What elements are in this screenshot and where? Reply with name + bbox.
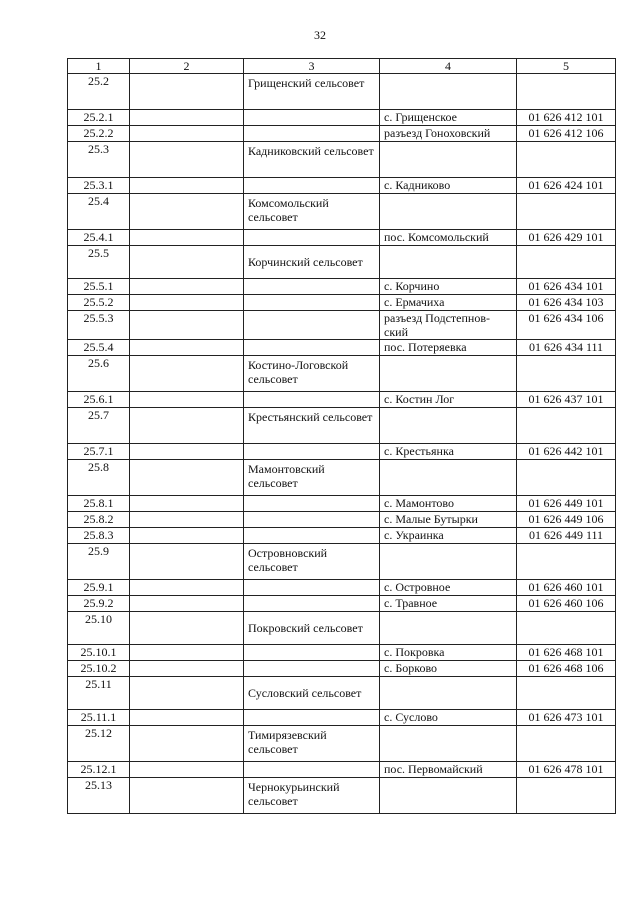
locality-name: с. Мамонтово: [380, 496, 517, 512]
council-name: Кадниковский сельсовет: [244, 142, 380, 178]
locality-name: с. Украинка: [380, 528, 517, 544]
council-name: Тимирязевский сельсовет: [244, 726, 380, 762]
council-name: [244, 230, 380, 246]
okato-code: [517, 74, 616, 110]
council-name: [244, 340, 380, 356]
council-name: [244, 392, 380, 408]
council-name: [244, 110, 380, 126]
table-row: [68, 726, 616, 762]
locality-name: [380, 246, 517, 279]
row-number: 25.12.1: [68, 762, 130, 778]
row-number: 25.5.3: [68, 311, 130, 340]
row-col2: [130, 726, 244, 762]
okato-code: 01 626 468 101: [517, 645, 616, 661]
row-number: 25.8.1: [68, 496, 130, 512]
okato-code: 01 626 468 106: [517, 661, 616, 677]
table-row: [68, 110, 616, 126]
okato-code: 01 626 478 101: [517, 762, 616, 778]
row-col2: [130, 612, 244, 645]
row-number: 25.6: [68, 356, 130, 392]
row-number: 25.7: [68, 408, 130, 444]
table-row: [68, 340, 616, 356]
council-name: [244, 661, 380, 677]
table-row: [68, 544, 616, 580]
row-col2: [130, 246, 244, 279]
locality-name: [380, 142, 517, 178]
locality-name: с. Суслово: [380, 710, 517, 726]
council-name: [244, 496, 380, 512]
table-row: [68, 74, 616, 110]
okato-code: [517, 677, 616, 710]
council-name: [244, 528, 380, 544]
row-col2: [130, 528, 244, 544]
table-row: [68, 392, 616, 408]
row-col2: [130, 645, 244, 661]
table-row: [68, 528, 616, 544]
row-number: 25.9.2: [68, 596, 130, 612]
row-col2: [130, 194, 244, 230]
okato-code: [517, 460, 616, 496]
table-row: [68, 279, 616, 295]
council-name: [244, 596, 380, 612]
row-col2: [130, 661, 244, 677]
council-name: Сусловский сельсовет: [244, 677, 380, 710]
okato-code: 01 626 460 101: [517, 580, 616, 596]
table-row: [68, 230, 616, 246]
row-col2: [130, 596, 244, 612]
okato-code: 01 626 449 106: [517, 512, 616, 528]
okato-code: 01 626 473 101: [517, 710, 616, 726]
row-col2: [130, 677, 244, 710]
table-row: [68, 295, 616, 311]
council-name: [244, 710, 380, 726]
row-col2: [130, 544, 244, 580]
locality-name: разъезд Гоноховский: [380, 126, 517, 142]
row-number: 25.5.4: [68, 340, 130, 356]
table-row: [68, 612, 616, 645]
okato-code: [517, 408, 616, 444]
okato-code: [517, 726, 616, 762]
okato-code: 01 626 434 106: [517, 311, 616, 340]
okato-code: 01 626 449 111: [517, 528, 616, 544]
okato-code: 01 626 449 101: [517, 496, 616, 512]
row-number: 25.9.1: [68, 580, 130, 596]
row-col2: [130, 142, 244, 178]
locality-name: с. Островное: [380, 580, 517, 596]
okato-code: 01 626 412 106: [517, 126, 616, 142]
row-col2: [130, 311, 244, 340]
table-header-row: [68, 59, 616, 74]
okato-code: 01 626 429 101: [517, 230, 616, 246]
row-number: 25.3: [68, 142, 130, 178]
row-number: 25.8.3: [68, 528, 130, 544]
locality-name: пос. Потеряевка: [380, 340, 517, 356]
okato-code: 01 626 434 111: [517, 340, 616, 356]
row-col2: [130, 392, 244, 408]
table-row: [68, 496, 616, 512]
row-number: 25.7.1: [68, 444, 130, 460]
locality-name: разъезд Подстепнов-ский: [380, 311, 517, 340]
locality-name: [380, 778, 517, 814]
row-number: 25.10.2: [68, 661, 130, 677]
locality-name: с. Малые Бутырки: [380, 512, 517, 528]
locality-name: [380, 408, 517, 444]
locality-name: с. Костин Лог: [380, 392, 517, 408]
row-col2: [130, 356, 244, 392]
table-row: [68, 710, 616, 726]
row-number: 25.10: [68, 612, 130, 645]
row-number: 25.2: [68, 74, 130, 110]
row-number: 25.13: [68, 778, 130, 814]
row-col2: [130, 178, 244, 194]
row-number: 25.3.1: [68, 178, 130, 194]
okato-code: 01 626 434 103: [517, 295, 616, 311]
council-name: Мамонтовский сельсовет: [244, 460, 380, 496]
locality-name: [380, 612, 517, 645]
okato-code: 01 626 437 101: [517, 392, 616, 408]
locality-name: пос. Комсомольский: [380, 230, 517, 246]
row-number: 25.4.1: [68, 230, 130, 246]
locality-name: [380, 460, 517, 496]
row-col2: [130, 340, 244, 356]
okato-code: 01 626 460 106: [517, 596, 616, 612]
row-number: 25.9: [68, 544, 130, 580]
locality-name: [380, 544, 517, 580]
registry-table: [67, 58, 616, 814]
row-col2: [130, 408, 244, 444]
row-number: 25.10.1: [68, 645, 130, 661]
locality-name: [380, 677, 517, 710]
council-name: [244, 311, 380, 340]
okato-code: [517, 612, 616, 645]
row-col2: [130, 710, 244, 726]
row-col2: [130, 230, 244, 246]
locality-name: с. Ермачиха: [380, 295, 517, 311]
table-row: [68, 512, 616, 528]
council-name: [244, 178, 380, 194]
table-row: [68, 778, 616, 814]
okato-code: [517, 544, 616, 580]
council-name: [244, 279, 380, 295]
council-name: Крестьянский сельсовет: [244, 408, 380, 444]
council-name: [244, 580, 380, 596]
row-col2: [130, 295, 244, 311]
row-number: 25.11.1: [68, 710, 130, 726]
locality-name: с. Корчино: [380, 279, 517, 295]
row-col2: [130, 110, 244, 126]
council-name: [244, 126, 380, 142]
row-number: 25.5.1: [68, 279, 130, 295]
table-row: [68, 194, 616, 230]
council-name: Островновский сельсовет: [244, 544, 380, 580]
row-number: 25.2.1: [68, 110, 130, 126]
table-row: [68, 311, 616, 340]
table-row: [68, 142, 616, 178]
row-number: 25.8.2: [68, 512, 130, 528]
locality-name: [380, 726, 517, 762]
okato-code: 01 626 434 101: [517, 279, 616, 295]
council-name: Костино-Логовской сельсовет: [244, 356, 380, 392]
column-header-5: 5: [517, 59, 616, 74]
locality-name: с. Покровка: [380, 645, 517, 661]
row-col2: [130, 444, 244, 460]
row-number: 25.4: [68, 194, 130, 230]
row-number: 25.8: [68, 460, 130, 496]
row-col2: [130, 126, 244, 142]
locality-name: с. Травное: [380, 596, 517, 612]
locality-name: пос. Первомайский: [380, 762, 517, 778]
row-number: 25.12: [68, 726, 130, 762]
row-col2: [130, 460, 244, 496]
row-col2: [130, 512, 244, 528]
table-row: [68, 126, 616, 142]
council-name: Покровский сельсовет: [244, 612, 380, 645]
table-row: [68, 645, 616, 661]
table-row: [68, 408, 616, 444]
row-number: 25.5: [68, 246, 130, 279]
locality-name: [380, 356, 517, 392]
row-col2: [130, 74, 244, 110]
table-row: [68, 356, 616, 392]
locality-name: [380, 74, 517, 110]
okato-code: [517, 194, 616, 230]
okato-code: [517, 142, 616, 178]
row-number: 25.2.2: [68, 126, 130, 142]
row-number: 25.5.2: [68, 295, 130, 311]
council-name: [244, 444, 380, 460]
row-col2: [130, 279, 244, 295]
council-name: Грищенский сельсовет: [244, 74, 380, 110]
okato-code: 01 626 424 101: [517, 178, 616, 194]
table-row: [68, 444, 616, 460]
row-col2: [130, 496, 244, 512]
locality-name: с. Борково: [380, 661, 517, 677]
table-row: [68, 661, 616, 677]
column-header-3: 3: [244, 59, 380, 74]
page-number: 32: [314, 28, 326, 42]
table-row: [68, 677, 616, 710]
row-col2: [130, 778, 244, 814]
table-row: [68, 246, 616, 279]
okato-code: [517, 356, 616, 392]
row-col2: [130, 762, 244, 778]
council-name: Корчинский сельсовет: [244, 246, 380, 279]
column-header-4: 4: [380, 59, 517, 74]
locality-name: с. Кадниково: [380, 178, 517, 194]
okato-code: [517, 778, 616, 814]
column-header-1: 1: [68, 59, 130, 74]
council-name: [244, 645, 380, 661]
council-name: Чернокурьинский сельсовет: [244, 778, 380, 814]
okato-code: [517, 246, 616, 279]
table-row: [68, 178, 616, 194]
okato-code: 01 626 412 101: [517, 110, 616, 126]
council-name: Комсомольский сельсовет: [244, 194, 380, 230]
council-name: [244, 762, 380, 778]
table-row: [68, 580, 616, 596]
table-row: [68, 762, 616, 778]
council-name: [244, 295, 380, 311]
row-col2: [130, 580, 244, 596]
council-name: [244, 512, 380, 528]
locality-name: с. Крестьянка: [380, 444, 517, 460]
table-row: [68, 596, 616, 612]
row-number: 25.6.1: [68, 392, 130, 408]
column-header-2: 2: [130, 59, 244, 74]
table-row: [68, 460, 616, 496]
okato-code: 01 626 442 101: [517, 444, 616, 460]
row-number: 25.11: [68, 677, 130, 710]
locality-name: [380, 194, 517, 230]
locality-name: с. Грищенское: [380, 110, 517, 126]
